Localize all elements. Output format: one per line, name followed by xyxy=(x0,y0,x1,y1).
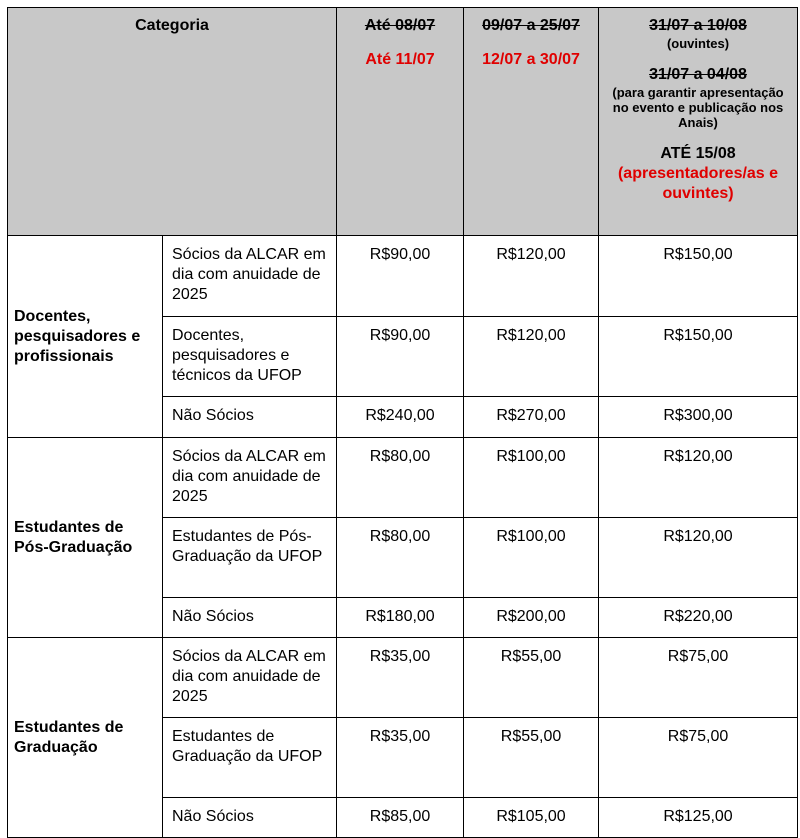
price-cell: R$240,00 xyxy=(337,397,464,438)
price-cell: R$75,00 xyxy=(599,718,798,798)
period-2-old: 09/07 a 25/07 xyxy=(482,17,580,34)
subcategory-cell: Sócios da ALCAR em dia com anuidade de 2025 xyxy=(163,438,337,518)
price-cell: R$120,00 xyxy=(599,438,798,518)
header-period-3 xyxy=(599,8,798,236)
price-cell: R$300,00 xyxy=(599,397,798,438)
subcategory-cell: Estudantes de Graduação da UFOP xyxy=(163,718,337,798)
header-period-2 xyxy=(464,8,599,236)
price-cell: R$125,00 xyxy=(599,798,798,838)
price-cell: R$150,00 xyxy=(599,317,798,397)
fee-table xyxy=(7,7,798,838)
subcategory-cell: Não Sócios xyxy=(163,798,337,838)
table-row xyxy=(8,236,798,317)
header-row xyxy=(8,8,798,236)
subcategory-cell: Não Sócios xyxy=(163,397,337,438)
period-2-new: 12/07 a 30/07 xyxy=(482,51,580,68)
categoria-label: Categoria xyxy=(135,17,209,34)
price-cell: R$100,00 xyxy=(464,518,599,598)
price-cell: R$80,00 xyxy=(337,518,464,598)
price-cell: R$150,00 xyxy=(599,236,798,317)
subcategory-cell: Docentes, pesquisadores e técnicos da UFOP xyxy=(163,317,337,397)
price-cell: R$90,00 xyxy=(337,236,464,317)
price-cell: R$270,00 xyxy=(464,397,599,438)
price-cell: R$220,00 xyxy=(599,598,798,638)
price-cell: R$55,00 xyxy=(464,638,599,718)
price-cell: R$105,00 xyxy=(464,798,599,838)
subcategory-cell: Não Sócios xyxy=(163,598,337,638)
subcategory-cell: Estudantes de Pós-Graduação da UFOP xyxy=(163,518,337,598)
price-cell: R$85,00 xyxy=(337,798,464,838)
price-cell: R$35,00 xyxy=(337,718,464,798)
period-3-note-1: (ouvintes) xyxy=(666,36,730,51)
price-cell: R$120,00 xyxy=(464,317,599,397)
price-cell: R$120,00 xyxy=(599,518,798,598)
price-cell: R$200,00 xyxy=(464,598,599,638)
header-period-1 xyxy=(337,8,464,236)
period-3-note-2: (para garantir apresentação no evento e publicação nos Anais) xyxy=(612,85,784,130)
subcategory-cell: Sócios da ALCAR em dia com anuidade de 2025 xyxy=(163,638,337,718)
period-1-old: Até 08/07 xyxy=(364,17,436,34)
header-categoria xyxy=(8,8,337,236)
category-cell: Estudantes de Pós-Graduação xyxy=(8,438,163,638)
price-cell: R$55,00 xyxy=(464,718,599,798)
price-cell: R$80,00 xyxy=(337,438,464,518)
table-row xyxy=(8,638,798,718)
period-1-new: Até 11/07 xyxy=(365,51,435,68)
price-cell: R$100,00 xyxy=(464,438,599,518)
category-cell: Docentes, pesquisadores e profissionais xyxy=(8,236,163,438)
period-3-old-2: 31/07 a 04/08 xyxy=(649,66,747,83)
period-3-new-note: (apresentadores/as e ouvintes) xyxy=(617,165,779,202)
price-cell: R$120,00 xyxy=(464,236,599,317)
period-3-new: ATÉ 15/08 xyxy=(660,145,736,162)
price-cell: R$180,00 xyxy=(337,598,464,638)
subcategory-cell: Sócios da ALCAR em dia com anuidade de 2025 xyxy=(163,236,337,317)
table-row xyxy=(8,438,798,518)
price-cell: R$35,00 xyxy=(337,638,464,718)
category-cell: Estudantes de Graduação xyxy=(8,638,163,838)
price-cell: R$75,00 xyxy=(599,638,798,718)
period-3-old-1: 31/07 a 10/08 xyxy=(649,17,747,34)
price-cell: R$90,00 xyxy=(337,317,464,397)
